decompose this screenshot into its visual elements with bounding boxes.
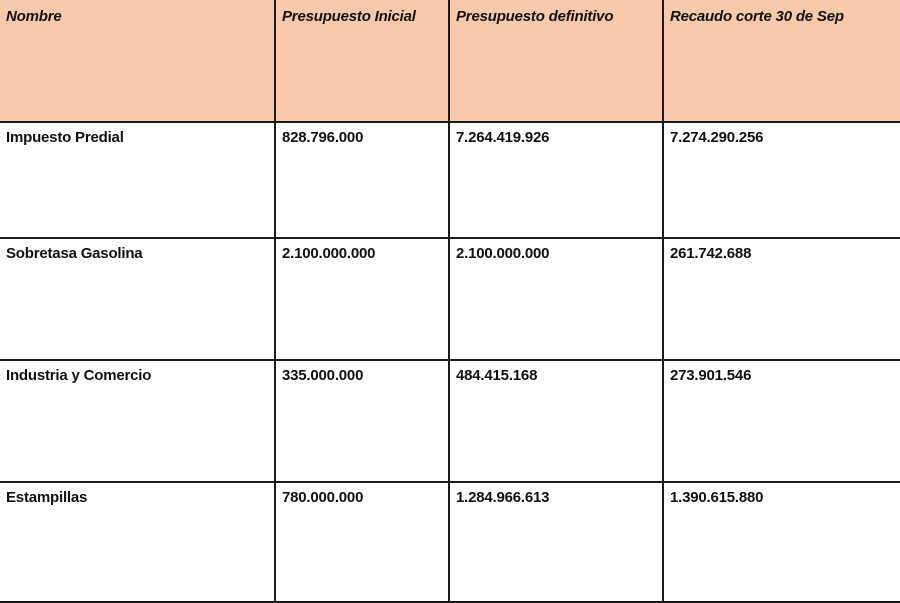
cell-presupuesto-inicial: 828.796.000	[275, 122, 449, 238]
header-row	[0, 0, 900, 122]
cell-presupuesto-definitivo: 484.415.168	[449, 360, 663, 482]
table-row	[0, 360, 900, 482]
table-row	[0, 482, 900, 602]
table-row	[0, 238, 900, 360]
table-header	[0, 0, 900, 122]
cell-nombre: Industria y Comercio	[0, 360, 275, 482]
header-presupuesto-definitivo: Presupuesto definitivo	[449, 0, 663, 122]
cell-recaudo: 273.901.546	[663, 360, 900, 482]
table-row	[0, 122, 900, 238]
cell-recaudo: 7.274.290.256	[663, 122, 900, 238]
cell-presupuesto-definitivo: 2.100.000.000	[449, 238, 663, 360]
header-presupuesto-inicial: Presupuesto Inicial	[275, 0, 449, 122]
cell-recaudo: 1.390.615.880	[663, 482, 900, 602]
cell-presupuesto-definitivo: 7.264.419.926	[449, 122, 663, 238]
header-nombre: Nombre	[0, 0, 275, 122]
cell-nombre: Sobretasa Gasolina	[0, 238, 275, 360]
table-body	[0, 122, 900, 602]
cell-nombre: Impuesto Predial	[0, 122, 275, 238]
cell-recaudo: 261.742.688	[663, 238, 900, 360]
cell-nombre: Estampillas	[0, 482, 275, 602]
cell-presupuesto-inicial: 335.000.000	[275, 360, 449, 482]
cell-presupuesto-inicial: 780.000.000	[275, 482, 449, 602]
cell-presupuesto-inicial: 2.100.000.000	[275, 238, 449, 360]
cell-presupuesto-definitivo: 1.284.966.613	[449, 482, 663, 602]
header-recaudo: Recaudo corte 30 de Sep	[663, 0, 900, 122]
